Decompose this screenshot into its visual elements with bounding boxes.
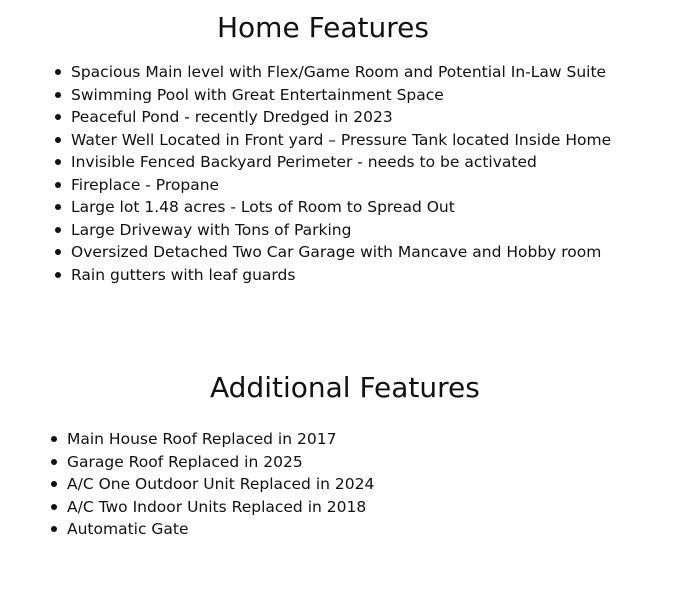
list-item: A/C Two Indoor Units Replaced in 2018 — [67, 496, 374, 519]
home-features-title: Home Features — [217, 11, 429, 44]
additional-features-list — [67, 428, 374, 541]
list-item: Fireplace - Propane — [71, 174, 611, 197]
list-item: Large lot 1.48 acres - Lots of Room to Spread Out — [71, 196, 611, 219]
list-item: Oversized Detached Two Car Garage with Mancave and Hobby room — [71, 241, 611, 264]
list-item: Peaceful Pond - recently Dredged in 2023 — [71, 106, 611, 129]
list-item: Invisible Fenced Backyard Perimeter - needs to be activated — [71, 151, 611, 174]
additional-features-title: Additional Features — [210, 371, 480, 404]
home-features-list — [71, 61, 611, 286]
list-item: Main House Roof Replaced in 2017 — [67, 428, 374, 451]
list-item: Water Well Located in Front yard – Pressure Tank located Inside Home — [71, 129, 611, 152]
list-item: Garage Roof Replaced in 2025 — [67, 451, 374, 474]
list-item: Swimming Pool with Great Entertainment Space — [71, 84, 611, 107]
list-item: Spacious Main level with Flex/Game Room and Potential In-Law Suite — [71, 61, 611, 84]
list-item: A/C One Outdoor Unit Replaced in 2024 — [67, 473, 374, 496]
list-item: Large Driveway with Tons of Parking — [71, 219, 611, 242]
list-item: Rain gutters with leaf guards — [71, 264, 611, 287]
list-item: Automatic Gate — [67, 518, 374, 541]
